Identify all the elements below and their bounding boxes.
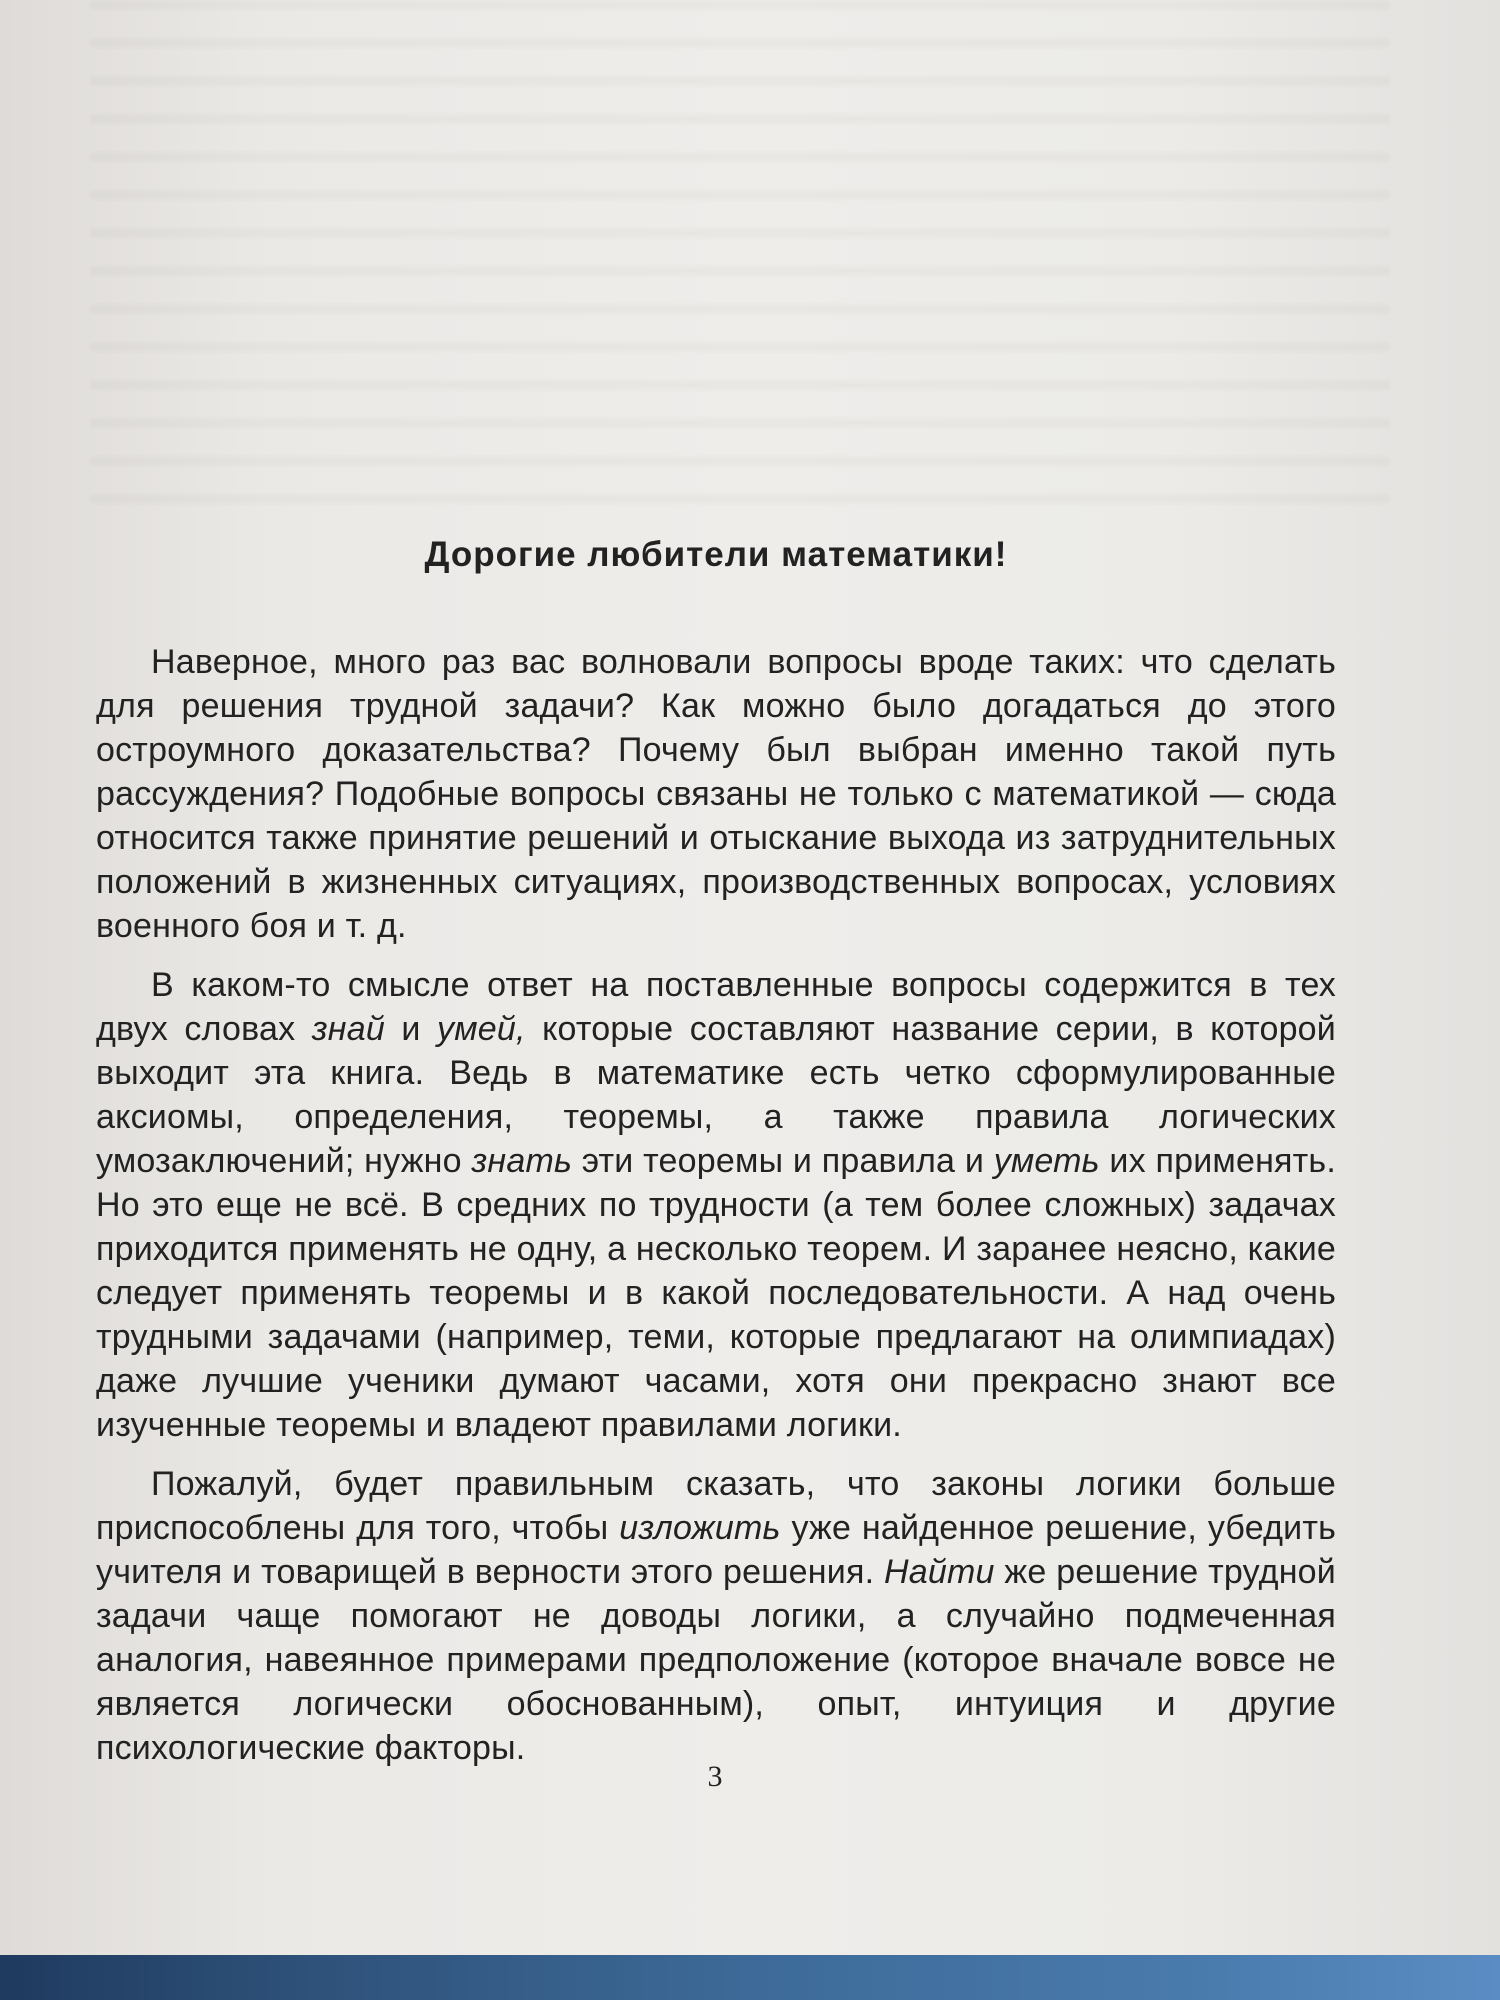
paragraph-2: В каком-то смысле ответ на поставленные вопросы содержится в тех двух словах знай и умей, которые составляют название серии, в которой выходит эта книга. Ведь в математике есть четко сформулированные аксиомы, определения, теоремы, а также правила логических умозаключений; нужно знать эти теоремы и правила и уметь их применять. Но это еще не всё. В средних по трудности (а тем более сложных) задачах приходится применять не одну, а несколько теорем. И заранее неясно, какие следует применять теоремы и в какой последовательности. А над очень трудными задачами (например, теми, которые предлагают на олимпиадах) даже лучшие ученики думают часами, хотя они прекрасно знают все изученные теоремы и владеют правилами логики. bbox=[96, 966, 1336, 1444]
page-title: Дорогие любители математики! bbox=[424, 535, 1008, 574]
paragraph-3: Пожалуй, будет правильным сказать, что законы логики больше приспособлены для того, чтобы изложить уже найденное решение, убедить учителя и товарищей в верности этого решения. Найти же решение трудной задачи чаще помогают не доводы логики, а случайно подмеченная аналогия, навеянное примерами предположение (которое вначале вовсе не является логически обоснованным), опыт, интуиция и другие психологические факторы. bbox=[96, 1465, 1337, 1767]
desk-surface bbox=[0, 1955, 1500, 2000]
paragraph-1: Наверное, много раз вас волновали вопросы вроде таких: что сделать для решения трудной задачи? Как можно было догадаться до этого остроумного доказательства? Почему был выбран именно такой путь рассуждения? Подобные вопросы связаны не только с математикой — сюда относится также принятие решений и отыскание выхода из затруднительных положений в жизненных ситуациях, производственных вопросах, условиях военного боя и т. д. bbox=[96, 643, 1336, 945]
bleed-through-text bbox=[90, 0, 1390, 520]
page-number: 3 bbox=[707, 1760, 723, 1793]
page-content bbox=[96, 535, 1336, 1785]
